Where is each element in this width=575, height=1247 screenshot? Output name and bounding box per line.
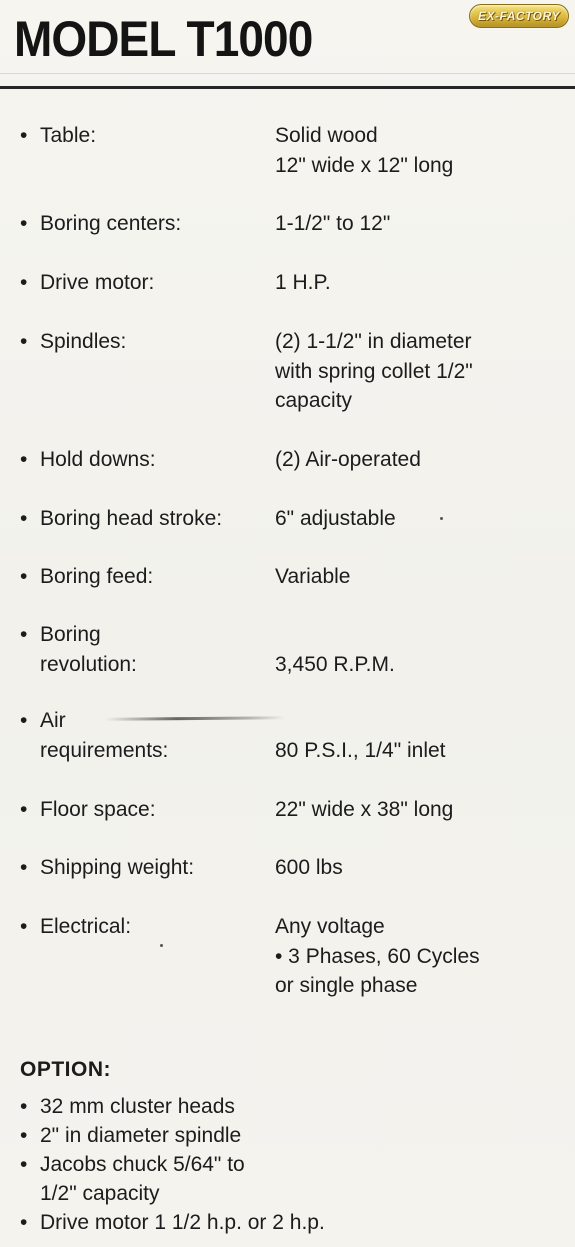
spec-label: • Electrical: — [20, 915, 132, 938]
header-shadow-line — [0, 73, 575, 74]
option-item: • 32 mm cluster heads — [20, 1095, 235, 1118]
print-speck — [440, 517, 443, 520]
spec-label: • Boring centers: — [20, 212, 182, 235]
spec-value: Variable — [275, 565, 351, 588]
spec-label: • Drive motor: — [20, 271, 155, 294]
spec-value: (2) 1-1/2" in diameter with spring collet 1/2" capacity — [275, 330, 473, 412]
brand-logo-text: EX-FACTORY — [478, 9, 560, 23]
spec-value: 22" wide x 38" long — [275, 798, 454, 821]
option-item: • 2" in diameter spindle — [20, 1124, 242, 1147]
spec-label: • Shipping weight: — [20, 856, 195, 879]
spec-value: 1-1/2" to 12" — [275, 212, 391, 235]
spec-value: 80 P.S.I., 1/4" inlet — [275, 738, 446, 762]
spec-label: • Air requirements: — [20, 709, 169, 762]
spec-label: • Boring revolution: — [20, 623, 137, 676]
page-title: MODEL T1000 — [14, 11, 313, 67]
header-divider — [0, 86, 575, 89]
option-item-continued: 1/2" capacity — [40, 1182, 160, 1205]
options-heading: OPTION: — [20, 1058, 111, 1081]
spec-value: 3,450 R.P.M. — [275, 652, 395, 676]
option-item: • Jacobs chuck 5/64" to — [20, 1153, 245, 1176]
spec-label: • Floor space: — [20, 798, 156, 821]
spec-label: • Hold downs: — [20, 448, 156, 471]
spec-label: • Spindles: — [20, 330, 127, 353]
spec-value: Any voltage • 3 Phases, 60 Cycles or single phase — [275, 915, 480, 997]
options-list — [20, 1092, 325, 1237]
spec-value: 1 H.P. — [275, 271, 331, 294]
spec-value: (2) Air-operated — [275, 448, 421, 471]
spec-label: • Table: — [20, 124, 97, 147]
spec-label: • Boring head stroke: — [20, 507, 223, 530]
print-speck — [160, 944, 163, 947]
print-smudge — [105, 716, 285, 721]
spec-value: Solid wood 12" wide x 12" long — [275, 124, 454, 177]
spec-value: 600 lbs — [275, 856, 343, 879]
brand-logo — [469, 4, 569, 28]
option-item: • Drive motor 1 1/2 h.p. or 2 h.p. — [20, 1211, 325, 1234]
spec-label: • Boring feed: — [20, 565, 154, 588]
spec-value: 6" adjustable — [275, 507, 396, 530]
